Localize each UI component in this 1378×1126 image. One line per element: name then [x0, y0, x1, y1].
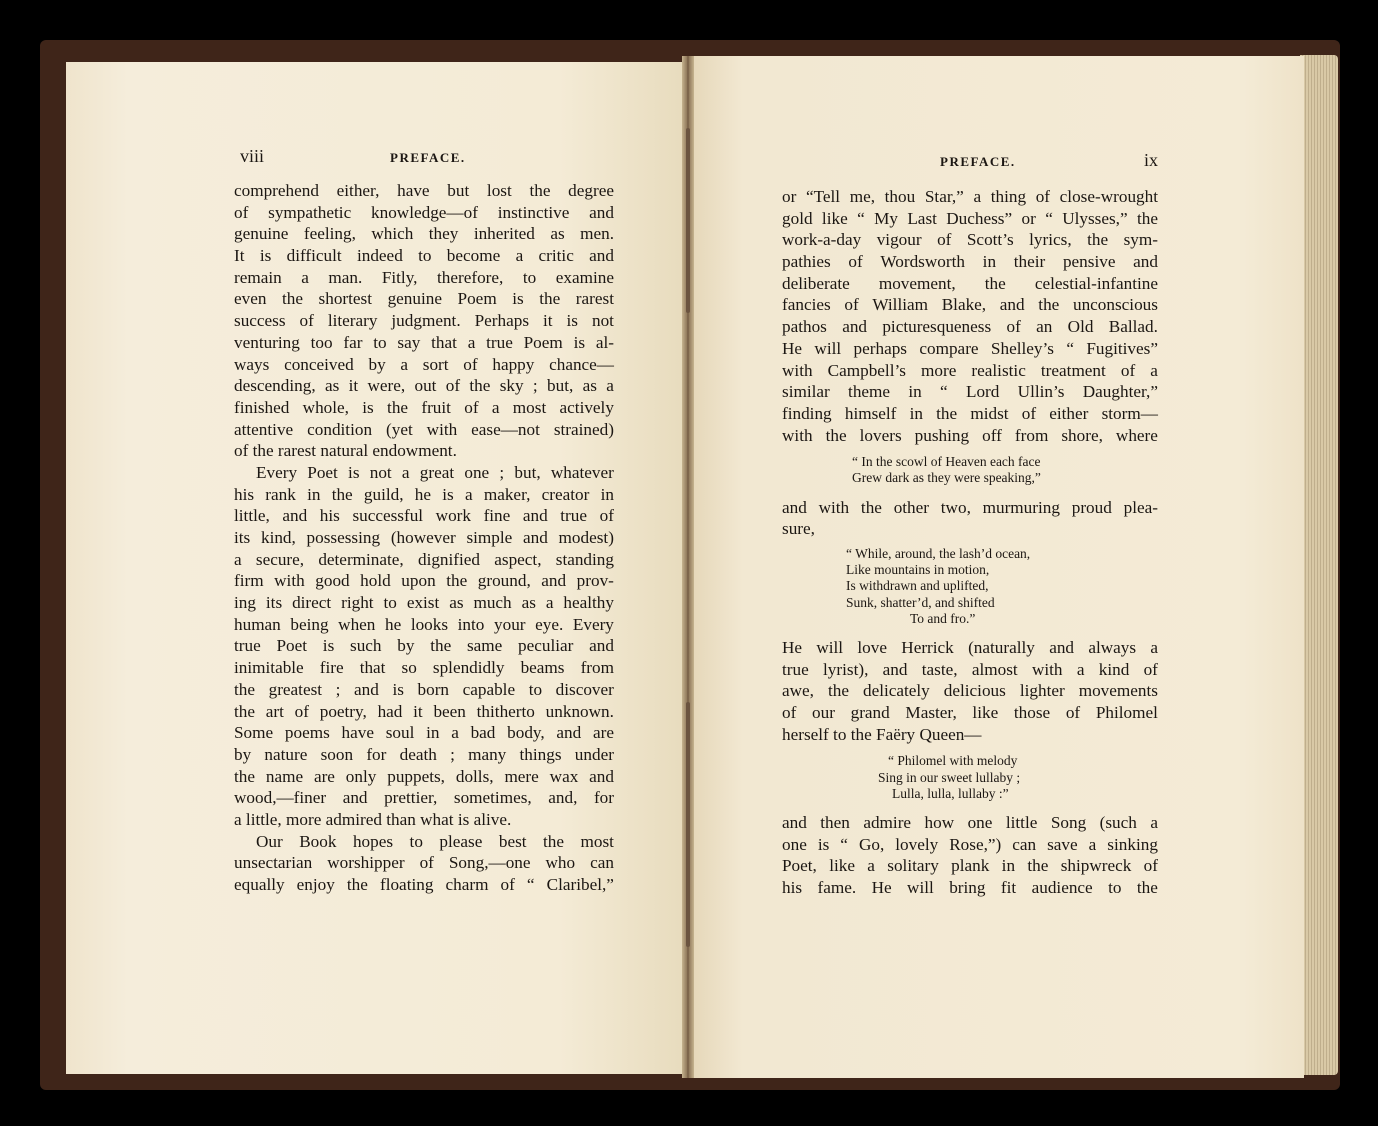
text-line: gold like “ My Last Duchess” or “ Ulysses,” the	[782, 208, 1158, 228]
text-line: pathies of Wordsworth in their pensive and	[782, 252, 1158, 272]
text-line: herself to the Faëry Queen—	[782, 724, 982, 744]
text-line: a secure, determinate, dignified aspect, standing	[234, 549, 614, 569]
page-edges	[1300, 55, 1338, 1075]
text-line: awe, the delicately delicious lighter movements	[782, 681, 1158, 701]
verse-line: Like mountains in motion,	[846, 562, 990, 578]
text-line: deliberate movement, the celestial-infantine	[782, 273, 1158, 293]
verse-line: Sunk, shatter’d, and shifted	[846, 594, 995, 610]
binding-thread-bottom	[686, 702, 690, 947]
text-line: the art of poetry, had it been thitherto unknown.	[234, 701, 614, 721]
binding-thread-top	[686, 128, 690, 313]
right-page	[694, 56, 1304, 1078]
text-line: and then admire how one little Song (such a	[782, 813, 1158, 833]
text-line: firm with good hold upon the ground, and prov-	[234, 571, 614, 591]
text-line: ing its direct right to exist as much as a healthy	[234, 593, 614, 613]
left-body-text	[234, 180, 614, 896]
text-line: success of literary judgment. Perhaps it is not	[234, 311, 614, 331]
text-line: even the shortest genuine Poem is the rarest	[234, 289, 614, 309]
text-line: with the lovers pushing off from shore, where	[782, 425, 1158, 445]
text-line: Poet, like a solitary plank in the shipwreck of	[782, 856, 1158, 876]
verse-line: To and fro.”	[910, 610, 976, 626]
text-line: work-a-day vigour of Scott’s lyrics, the sym-	[782, 230, 1158, 250]
right-folio: ix	[1144, 150, 1159, 170]
text-line: its kind, possessing (however simple and modest)	[234, 528, 614, 547]
text-line: of the rarest natural endowment.	[234, 441, 457, 461]
text-line: genuine feeling, which they inherited as men.	[234, 224, 614, 244]
left-page	[66, 62, 682, 1074]
text-line: fancies of William Blake, and the unconscious	[782, 295, 1158, 315]
text-line: He will love Herrick (naturally and always a	[782, 638, 1158, 658]
text-line: a little, more admired than what is alive.	[234, 809, 512, 829]
text-line: with Campbell’s more realistic treatment of a	[782, 360, 1158, 380]
text-line: his rank in the guild, he is a maker, creator in	[234, 484, 614, 504]
text-line: remain a man. Fitly, therefore, to examine	[234, 267, 614, 287]
text-line: equally enjoy the floating charm of “ Claribel,”	[234, 875, 614, 894]
text-line: the name are only puppets, dolls, mere wax and	[234, 766, 614, 786]
text-line: wood,—finer and prettier, sometimes, and, for	[234, 788, 614, 808]
text-line: It is difficult indeed to become a critic and	[234, 246, 614, 266]
text-line: sure,	[782, 519, 815, 539]
text-line: pathos and picturesqueness of an Old Ballad.	[782, 317, 1158, 337]
text-line: venturing too far to say that a true Poem is al-	[234, 332, 614, 352]
right-body-text	[782, 186, 1158, 899]
text-line: ways conceived by a sort of happy chance—	[234, 354, 614, 374]
text-line: He will perhaps compare Shelley’s “ Fugitives”	[782, 338, 1158, 358]
text-line: Some poems have soul in a bad body, and are	[234, 723, 614, 743]
verse-line: “ Philomel with melody	[888, 753, 1018, 769]
text-line: the greatest ; and is born capable to discover	[234, 679, 614, 699]
text-line: finished whole, is the fruit of a most actively	[234, 397, 614, 417]
text-line: inimitable fire that so splendidly beams from	[234, 658, 614, 678]
verse-line: Lulla, lulla, lullaby :”	[892, 785, 1009, 801]
verse-line: “ In the scowl of Heaven each face	[852, 454, 1041, 470]
verse-line: “ While, around, the lash’d ocean,	[846, 546, 1031, 562]
text-line: one is “ Go, lovely Rose,”) can save a sinking	[782, 834, 1158, 854]
text-line: similar theme in “ Lord Ullin’s Daughter,”	[782, 382, 1158, 402]
verse-quote	[782, 454, 1158, 486]
text-line: by nature soon for death ; many things under	[234, 744, 614, 764]
text-line: of sympathetic knowledge—of instinctive and	[234, 202, 614, 222]
text-line: human being when he looks into your eye. Every	[234, 614, 614, 634]
text-line: his fame. He will bring fit audience to the	[782, 878, 1158, 898]
text-line: of our grand Master, like those of Philomel	[782, 703, 1158, 723]
right-running-head: PREFACE.	[940, 154, 1016, 169]
text-line: attentive condition (yet with ease—not strained)	[234, 419, 614, 439]
text-line: comprehend either, have but lost the degree	[234, 181, 614, 200]
text-line: Every Poet is not a great one ; but, whatever	[256, 462, 614, 482]
text-line: finding himself in the midst of either storm—	[782, 403, 1158, 423]
left-folio: viii	[240, 146, 265, 166]
verse-quote	[782, 546, 1158, 627]
text-line: and with the other two, murmuring proud plea-	[782, 497, 1158, 517]
verse-quote	[782, 753, 1158, 802]
verse-line: Sing in our sweet lullaby ;	[878, 769, 1021, 785]
text-line: little, and his successful work fine and true of	[234, 506, 614, 526]
text-line: true Poet is such by the same peculiar and	[234, 636, 614, 656]
left-running-head: PREFACE.	[390, 150, 466, 165]
text-line: or “Tell me, thou Star,” a thing of close-wrought	[782, 187, 1158, 206]
text-line: Our Book hopes to please best the most	[256, 831, 614, 851]
text-line: true lyrist), and taste, almost with a kind of	[782, 659, 1158, 679]
verse-line: Is withdrawn and uplifted,	[846, 578, 989, 594]
text-line: unsectarian worshipper of Song,—one who can	[234, 853, 614, 873]
verse-line: Grew dark as they were speaking,”	[852, 470, 1041, 486]
text-line: descending, as it were, out of the sky ; but, as a	[234, 376, 614, 396]
